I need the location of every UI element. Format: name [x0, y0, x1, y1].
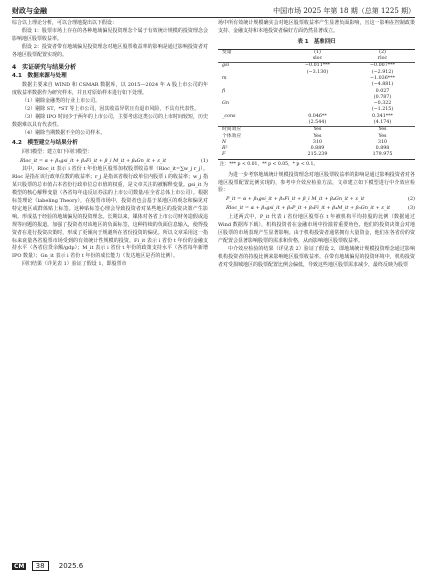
table-cell: (−2.912): [371, 69, 394, 75]
list-item: （3）剔除 IPO 时间少于两年的上市公司，主要考虑这类公司的上市时间较短，历史数据难以具有代表性。: [12, 113, 208, 128]
table-cell: (−4.881): [371, 82, 394, 88]
table-cell: sloc: [312, 56, 323, 62]
table-row-label: R²: [222, 146, 228, 152]
list-item: （2）剔除 ST、*ST 等上市公司，因其收益异常且有退市风险，不具有代表性。: [22, 106, 200, 113]
table-cell: (4.174): [373, 119, 392, 125]
journal-logo: CM: [14, 563, 25, 570]
table-cell: (−1.215): [371, 107, 394, 113]
paragraph: 为进一步考察地域统计规模投资理念对地区股票收益率的影响是通过影响投资者对各地区股票配置比例实现的，参考中介效应检验方法，文章建立如下模型进行中介效应检验：: [218, 171, 415, 194]
page-number: 38: [32, 561, 49, 571]
equation-number: (1): [200, 157, 208, 164]
section-heading: 4 实证研究与结果分析: [12, 63, 77, 71]
page-footer: [12, 561, 83, 571]
paragraph: 其中，Rloc_it 表示 i 省份 t 年份地区股票加权股票收益率（Rloc_it=∑w_j r_j）。Rloc 是指在该行政单位数的收益率；r_j 是指该省级行政单位内股票 i 的收益率；w_j 指某只股票的总市值占本省份行政单位总市值的权重，是文章关注的被解释变量。gsi_it 为模型的核心解释变量（各省每年违反证券法的上市公司数量/在全省总体上市公司）。根据标签理论（labeling Theory），在股票市场中，投资者也会基于某地区的观念和偏见对特定地区或群体贴上标签。这种贴标签心理会导致投资者对某些地区的投资决策产生影响。形成基于经验的地域偏见的投资理念。长期以来，媒体对各省上市公司财务造假或违规等问题的报道，加强了投资者对该地区的负面标签，这种持续的负面信息输入，使得投资者在进行投资决策时，形成了更倾向于规避所在省份投资的偏见。所以文章采用这一指标来衰量各省股票市场受到的有效统计性规模的投资。Fi_it 表示 i 省份 t 年份的金融支持水平（各省信贷余额/gdp）；M_it 表示 i 省份 t 年份的政策支持水平（各省每年新增 IPO 数量）；Gn_it 表示 i 省份 t 年份的成长能力（发达地区是否的比例）。: [12, 166, 208, 260]
equation-1: [12, 158, 208, 166]
table-row: [218, 120, 415, 127]
table-row-label: _cons: [222, 113, 236, 119]
table-cell: 0.889: [310, 146, 325, 152]
table-cell: 0.046**: [308, 113, 327, 119]
paragraph: 中介效应检验的结果（详见表 2）验证了假设 2，即地域统计规模投资理念通过影响机构投资者的持股比例来影响地区股票收益率。在带有地域偏见的投资环境中，机构投资者对受损城地区的股票配置比例会偏低，导致这些地区股票需求减少，最终反映为股票: [218, 245, 415, 268]
subsection-heading: 4.1 数据来源与处理: [12, 73, 67, 80]
issue-info: 中国市场 2025 年第 18 期（总第 1225 期）: [273, 7, 415, 15]
journal-name: 财政与金融: [12, 7, 47, 15]
table-cell: 310: [377, 139, 388, 145]
table-row-label: fi: [222, 88, 226, 94]
header-rule: [12, 17, 415, 18]
table-cell: 310: [312, 139, 323, 145]
table-cell: 179.975: [350, 152, 415, 159]
table-row: [218, 127, 415, 134]
table-row-label: F: [218, 152, 285, 159]
table-cell: Yes: [285, 127, 350, 134]
table-cell: Yes: [378, 133, 387, 139]
table-cell: −0.322: [373, 101, 392, 107]
equation-body: Rloc_it = α + β₁gsi_it + β₂Fi_it + β_i M_it + β₄Gn_it + ε_it: [20, 157, 167, 164]
table-row-label: 时间效应: [218, 127, 285, 134]
paragraph: 上述两式中，P_it 代表 i 省份地区股票在 t 年被机构平均持股的比例（数据通过 Wind 数据库下载），机构投资者在金融市场中扮演着重要角色，他们的投资决策会对地区股票的市场表现产生显著影响。由于机构投资者通常拥有大量资金，他们在各省份的资产配置会显著影响股票的需求和价格，从而影响地区股票收益率。: [218, 214, 415, 244]
list-item: （4）剔除当期数据不全的公司样本。: [22, 129, 106, 136]
table-cell: 0.898: [375, 146, 390, 152]
table-row: [218, 63, 415, 70]
equation-number: (2): [407, 196, 415, 203]
regression-table: [218, 49, 415, 160]
equation-3: [218, 205, 415, 213]
table-cell: (1): [285, 49, 350, 56]
table-cell: (−3.130): [306, 69, 329, 75]
publication-date: 2025.6: [58, 562, 84, 570]
paragraph: 回归结果（详见表 1）验证了假设 1，即股票市: [22, 261, 127, 268]
subsection-heading: 4.2 模型建立与结果分析: [12, 139, 78, 146]
table-subheader-row: [218, 56, 415, 63]
table-row-label: m: [222, 75, 227, 81]
paragraph: 综合以上理论分析，可以合理地提出以下假设：: [12, 20, 118, 26]
table-row-label: [218, 56, 285, 63]
table-cell: (2): [350, 49, 415, 56]
equation-2: [218, 196, 415, 204]
table-title: 表 1 基准回归: [297, 38, 336, 45]
table-cell: −0.011***: [285, 63, 350, 70]
table-cell: Yes: [350, 127, 415, 134]
list-item: （1）剔除金融类的行业上市公司。: [22, 98, 101, 105]
hypothesis-1: 假设 1：股票市场上存在的各种地域偏见投资理念个属于有效统计规模的投资理念会影响地区股票收益率。: [12, 27, 208, 42]
table-cell: (2.544): [308, 119, 327, 125]
table-row-label: 个体效应: [222, 133, 242, 139]
table-cell: 0.027: [375, 88, 390, 94]
paragraph: 回归模型：建立如下回归模型：: [22, 148, 93, 155]
equation-body: P_it = α + β₁gsi_it + β₂Fi_it + β_i M_it + β₄Gn_it + ε_it: [226, 196, 365, 203]
table-cell: 215.239: [285, 152, 350, 159]
page-header: [12, 3, 415, 17]
equation-number: (3): [407, 205, 415, 212]
table-cell: −1.036***: [370, 75, 395, 81]
table-cell: −0.007***: [350, 63, 415, 70]
table-row: [218, 152, 415, 159]
table-cell: (0.787): [373, 94, 392, 100]
right-column: [218, 20, 415, 270]
table-note: 注：*** p < 0.01，** p < 0.05，* p < 0.1。: [220, 161, 319, 167]
table-cell: rloc: [377, 56, 388, 62]
table-row-label: gsi: [218, 63, 285, 70]
paragraph: 场中所有效统计规模确实会对地区股票收益率产生显著负面影响，且这一影响在控制政策支持、金融支持和本地投资者偏好方面仍然显著成立。: [218, 20, 415, 34]
table-row-label: N: [222, 139, 227, 145]
hypothesis-2: 假设 2：投资者带有地域偏见投资理念对地区股票收益率的影响是通过影响投资者对各地区股票配置实现的。: [12, 43, 208, 58]
table-row-label: 变量: [218, 49, 285, 56]
table-row-label: Gn: [222, 101, 229, 107]
table-cell: Yes: [313, 133, 322, 139]
table-row-label: [218, 120, 285, 127]
table-header-row: [218, 49, 415, 56]
table-cell: 0.341***: [372, 113, 393, 119]
paragraph: 数据主要来自 WIND 和 CSMAR 数据库，以 2015—2024 年 A 股上市公司的年度收益率数据作为研究样本，并且对原始样本进行如下处理。: [12, 82, 208, 97]
equation-body: Rloc_it = α + β₁gsi_it + β₂P_it + β₃Fi_it + β₄M_it + β₅Gn_it + ε_it: [226, 205, 391, 212]
left-column: [12, 20, 208, 269]
